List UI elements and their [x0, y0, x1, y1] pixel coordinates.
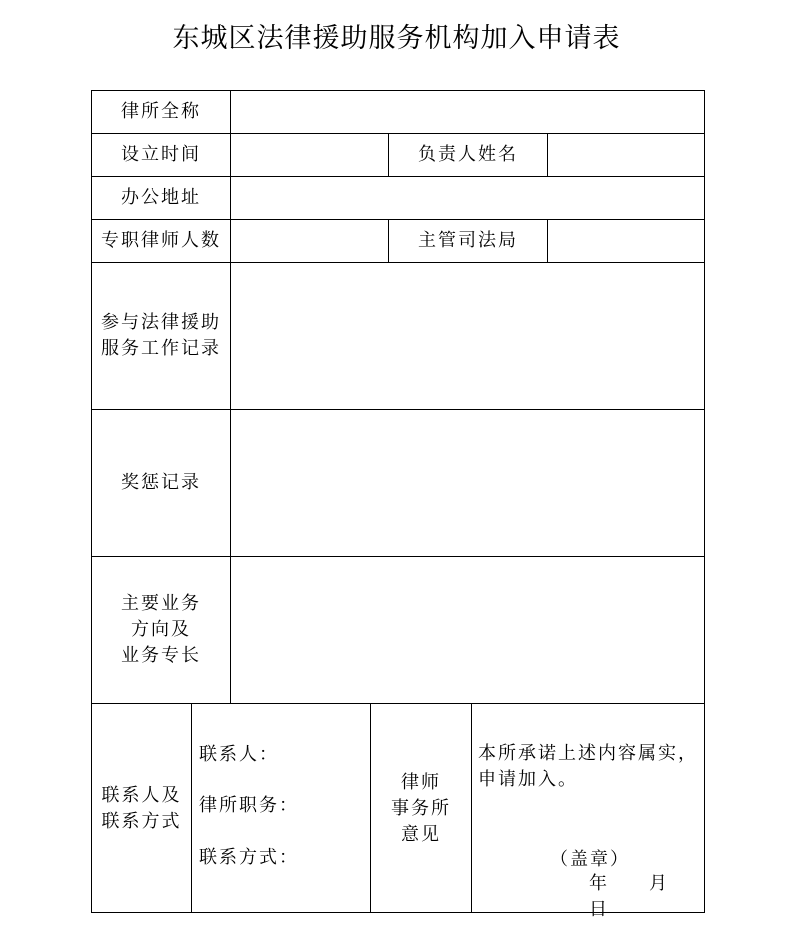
seal-label: （盖章） [550, 849, 630, 870]
label-supervising-authority: 主管司法局 [418, 230, 518, 251]
label-firm-opinion: 律师 事务所 意见 [391, 771, 451, 845]
field-legal-aid-record[interactable] [231, 263, 704, 409]
field-principal-name[interactable] [548, 134, 704, 176]
label-lawyer-count: 专职律师人数 [101, 230, 221, 251]
label-awards-record: 奖惩记录 [121, 472, 201, 493]
form-title: 东城区法律援助服务机构加入申请表 [172, 23, 621, 54]
field-awards-record[interactable] [231, 410, 704, 556]
column-divider [191, 703, 192, 913]
application-form-table [91, 90, 709, 920]
field-business-focus[interactable] [231, 557, 704, 703]
label-legal-aid-record: 参与法律援助 服务工作记录 [101, 312, 221, 359]
field-lawyer-count[interactable] [231, 220, 388, 262]
label-contact-person: 联系人： [199, 744, 279, 765]
label-contact-method: 联系方式： [199, 847, 299, 868]
date-label: 年 月 日 [589, 873, 709, 920]
field-established-date[interactable] [231, 134, 388, 176]
field-supervising-authority[interactable] [548, 220, 704, 262]
label-contact-block: 联系人及 联系方式 [101, 784, 182, 832]
label-contact-position: 律所职务： [199, 795, 299, 816]
column-divider [471, 703, 472, 913]
pledge-text: 本所承诺上述内容属实， 申请加入。 [478, 743, 698, 790]
label-office-address: 办公地址 [121, 187, 201, 208]
field-office-address[interactable] [231, 177, 704, 219]
label-established-date: 设立时间 [121, 144, 201, 165]
label-firm-name: 律所全称 [121, 101, 201, 122]
field-firm-name[interactable] [231, 91, 704, 133]
label-principal-name: 负责人姓名 [418, 144, 518, 165]
label-business-focus: 主要业务 方向及 业务专长 [121, 593, 201, 666]
